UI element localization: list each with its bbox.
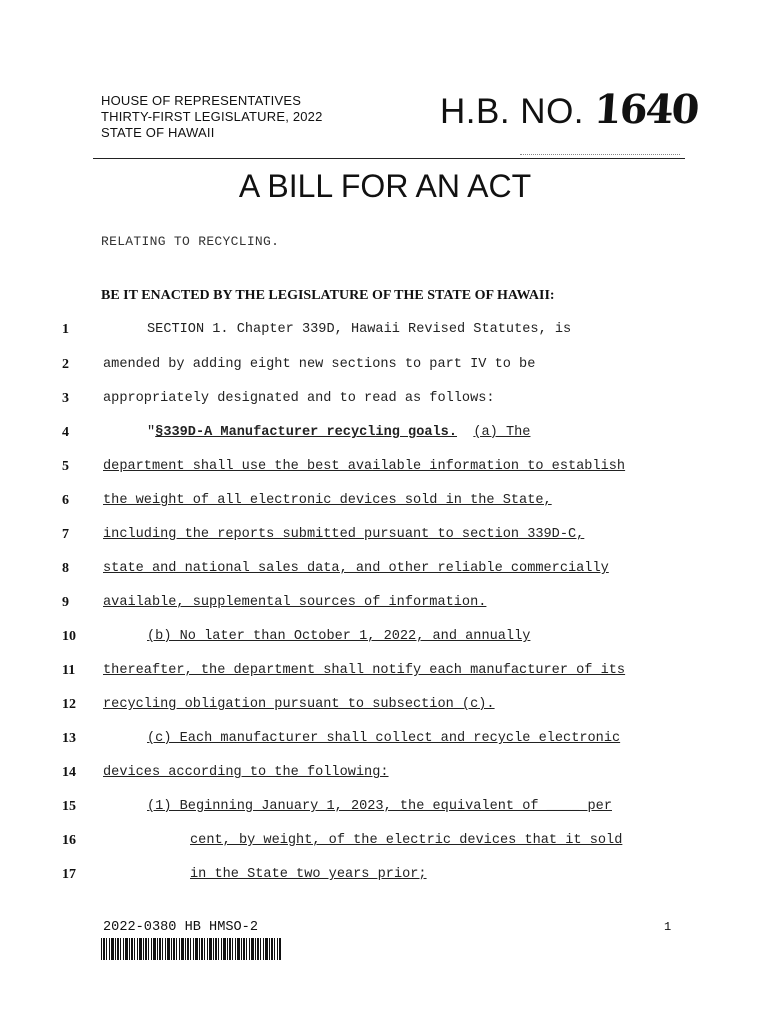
line-number: 12 — [62, 697, 76, 712]
bill-line — [0, 627, 770, 647]
line-number: 6 — [62, 493, 69, 508]
bill-line — [0, 797, 770, 817]
line-text: the weight of all electronic devices sold in the State, — [103, 493, 552, 508]
line-text: appropriately designated and to read as follows: — [103, 391, 495, 406]
bill-line — [0, 355, 770, 375]
line-number: 3 — [62, 391, 69, 406]
line-text: cent, by weight, of the electric devices that it sold — [190, 833, 623, 848]
state-name: STATE OF HAWAII — [101, 125, 215, 140]
chamber-name: HOUSE OF REPRESENTATIVES — [101, 93, 302, 108]
chamber-header — [101, 93, 323, 141]
line-number: 17 — [62, 867, 76, 882]
legislature-name: THIRTY-FIRST LEGISLATURE, 2022 — [101, 109, 323, 124]
relating-clause: RELATING TO RECYCLING. — [101, 234, 280, 249]
line-text: devices according to the following: — [103, 765, 389, 780]
bill-prefix: H.B. NO. — [440, 92, 585, 131]
bill-line — [0, 320, 770, 340]
line-number: 1 — [62, 322, 69, 337]
bill-line — [0, 695, 770, 715]
bill-line — [0, 593, 770, 613]
section-heading: §339D-A Manufacturer recycling goals. — [155, 425, 458, 440]
line-number: 5 — [62, 459, 69, 474]
line-number: 16 — [62, 833, 76, 848]
line-number: 15 — [62, 799, 76, 814]
line-text: (1) Beginning January 1, 2023, the equivalent of ____ per — [147, 799, 612, 814]
barcode — [101, 938, 281, 960]
enacting-clause: BE IT ENACTED BY THE LEGISLATURE OF THE STATE OF HAWAII: — [101, 288, 555, 303]
bill-line — [0, 525, 770, 545]
bill-line — [0, 491, 770, 511]
line-number: 13 — [62, 731, 76, 746]
bill-number — [440, 86, 698, 136]
document-code: 2022-0380 HB HMSO-2 — [103, 920, 258, 935]
line-text: recycling obligation pursuant to subsection (c). — [103, 697, 495, 712]
bill-line — [0, 389, 770, 409]
line-number: 14 — [62, 765, 76, 780]
line-text: department shall use the best available information to establish — [103, 459, 626, 474]
bill-line — [0, 423, 770, 443]
open-quote: " — [147, 425, 156, 440]
page-number: 1 — [664, 920, 672, 934]
line-number: 10 — [62, 629, 76, 644]
handwritten-bill-number: 1640 — [592, 86, 700, 133]
line-text: amended by adding eight new sections to part IV to be — [103, 357, 536, 372]
header-rule — [93, 158, 685, 159]
heading-gap — [457, 425, 473, 440]
line-text: in the State two years prior; — [190, 867, 427, 882]
subsection-a: (a) The — [473, 425, 531, 440]
bill-line — [0, 865, 770, 885]
line-text: thereafter, the department shall notify each manufacturer of its — [103, 663, 626, 678]
line-text: available, supplemental sources of information. — [103, 595, 487, 610]
bill-line — [0, 763, 770, 783]
line-number: 8 — [62, 561, 69, 576]
line-text: state and national sales data, and other reliable commercially — [103, 561, 609, 576]
line-number: 2 — [62, 357, 69, 372]
bill-line — [0, 559, 770, 579]
bill-line — [0, 729, 770, 749]
line-text: SECTION 1. Chapter 339D, Hawaii Revised Statutes, is — [147, 322, 572, 337]
bill-title: A BILL FOR AN ACT — [238, 168, 532, 204]
line-number: 11 — [62, 663, 76, 678]
line-text — [147, 423, 530, 443]
line-number: 4 — [62, 425, 69, 440]
bill-line — [0, 831, 770, 851]
line-text: (b) No later than October 1, 2022, and annually — [147, 629, 531, 644]
header-dotted-rule — [520, 154, 680, 156]
line-number: 7 — [62, 527, 69, 542]
line-text: including the reports submitted pursuant to section 339D-C, — [103, 527, 585, 542]
bill-line — [0, 457, 770, 477]
bill-line — [0, 661, 770, 681]
line-number: 9 — [62, 595, 69, 610]
line-text: (c) Each manufacturer shall collect and recycle electronic — [147, 731, 621, 746]
